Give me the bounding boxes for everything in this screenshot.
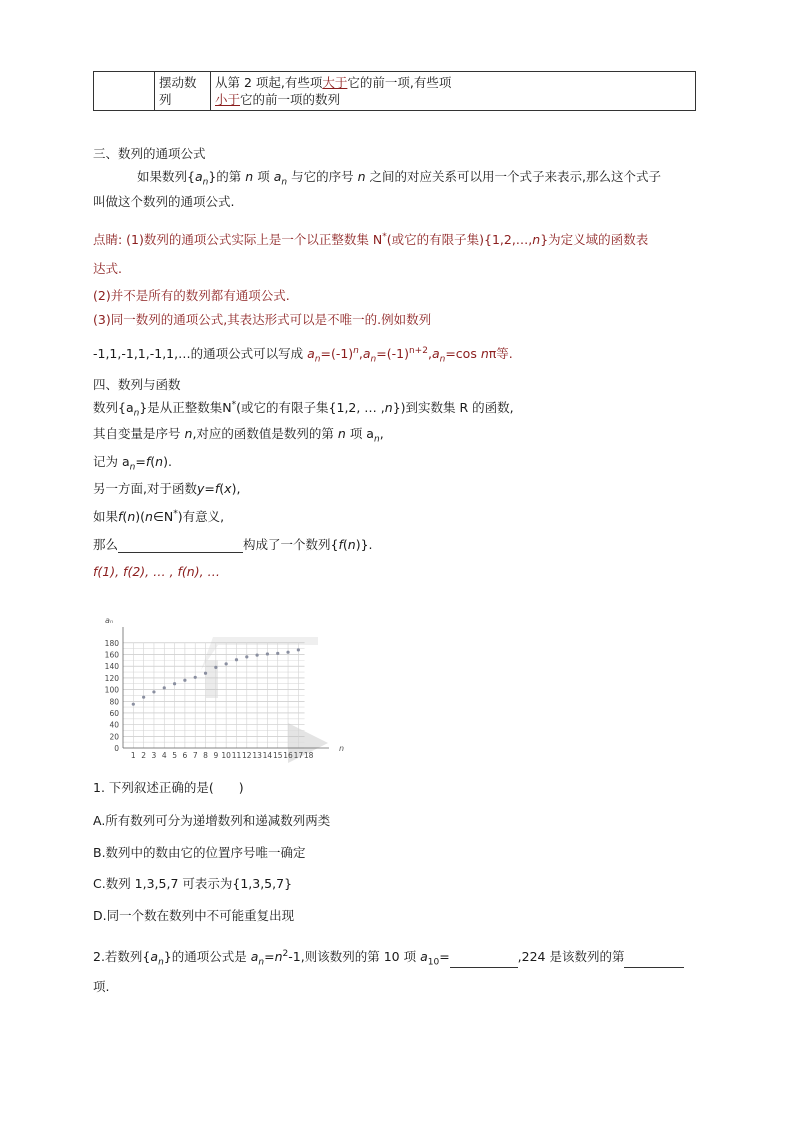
s4l3-d: ). bbox=[163, 454, 172, 469]
s4l2-n2: n bbox=[337, 426, 346, 441]
q1-stem: 1. 下列叙述正确的是( ) bbox=[93, 780, 244, 795]
x-tick-label: 3 bbox=[151, 751, 157, 760]
label-line1: 摆动数 bbox=[159, 75, 197, 90]
q2-sub10: 10 bbox=[427, 957, 440, 968]
data-point bbox=[132, 703, 135, 706]
data-point bbox=[225, 662, 228, 665]
data-point bbox=[276, 652, 279, 655]
q2-sub2: n bbox=[258, 957, 265, 968]
q2-b: }的通项公式是 bbox=[163, 949, 247, 964]
s4l2-d: , bbox=[379, 426, 384, 441]
x-tick-label: 15 bbox=[272, 751, 283, 760]
s4l5-b: ( bbox=[122, 509, 128, 524]
chart-y-axis-label: aₙ bbox=[105, 616, 114, 625]
x-tick-label: 9 bbox=[213, 751, 219, 760]
section4-line4: 另一方面,对于函数y=f(x), bbox=[93, 481, 241, 496]
s4l6-n: n bbox=[347, 537, 356, 552]
chart-x-axis-label: n bbox=[339, 744, 345, 753]
s4l4-b: = bbox=[204, 481, 215, 496]
chart-grid bbox=[123, 643, 305, 748]
s4l3-a: 记为 a bbox=[93, 454, 130, 469]
x-tick-label: 17 bbox=[293, 751, 304, 760]
section4-answer: f(1), f(2), … , f(n), … bbox=[93, 564, 221, 579]
data-point bbox=[173, 682, 176, 685]
q2-line2: 项. bbox=[93, 979, 110, 994]
x-tick-label: 18 bbox=[303, 751, 314, 760]
section4-line3: 记为 $a_n=f(n)$. bbox=[93, 454, 172, 473]
def-bigger: 大于 bbox=[322, 75, 348, 90]
q2-blank1[interactable] bbox=[450, 952, 518, 968]
x-tick-label: 13 bbox=[252, 751, 262, 760]
s4l6-c: ( bbox=[342, 537, 348, 552]
y-tick-label: 40 bbox=[109, 720, 119, 730]
note4-sub1: n bbox=[314, 354, 321, 365]
q2-d: -1,则该数列的第 10 项 bbox=[288, 949, 417, 964]
note1-line bbox=[93, 230, 648, 248]
s4l5-n2: n bbox=[145, 509, 153, 524]
p1-sub2: n bbox=[281, 177, 288, 188]
x-tick-label: 14 bbox=[262, 751, 273, 760]
note4-f2: =(-1) bbox=[376, 346, 409, 361]
s4l1-sub: n bbox=[133, 408, 140, 419]
data-point bbox=[183, 679, 186, 682]
section4-line2 bbox=[93, 424, 384, 445]
data-point bbox=[194, 676, 197, 679]
q2-sq: 2 bbox=[282, 948, 289, 959]
x-tick-label: 10 bbox=[221, 751, 231, 760]
y-tick-label: 0 bbox=[114, 744, 119, 753]
note4-an2: a bbox=[362, 346, 371, 361]
s4l4-a: 另一方面,对于函数 bbox=[93, 481, 197, 496]
q1-option-c[interactable]: C.数列 1,3,5,7 可表示为{1,3,5,7} bbox=[93, 876, 293, 891]
note4-line: -1,1,-1,1,-1,1,…的通项公式可以写成 $a_n=(-1)^n,a_n=(-1)^{n+2},a_n=\cos$ nπ等. bbox=[93, 345, 513, 365]
q2-sub1: n bbox=[158, 957, 164, 968]
s4l4-c: ( bbox=[219, 481, 225, 496]
note4-an3: a bbox=[431, 346, 440, 361]
s4l1-n: n bbox=[384, 400, 393, 415]
x-tick-label: 12 bbox=[242, 751, 252, 760]
note4-f3: =cos bbox=[445, 346, 477, 361]
s4l5-star: * bbox=[173, 508, 178, 519]
x-tick-label: 2 bbox=[141, 751, 147, 760]
note4-end: 等. bbox=[496, 346, 513, 361]
y-tick-label: 140 bbox=[104, 662, 119, 672]
q2-an2: a bbox=[250, 949, 259, 964]
s4l2-b: ,对应的函数值是数列的第 bbox=[192, 426, 334, 441]
s4l1-b: }是从正整数集N bbox=[139, 400, 232, 415]
note4-sub3: n bbox=[439, 354, 446, 365]
s4l4-d: ), bbox=[231, 481, 241, 496]
q1-option-d[interactable]: D.同一个数在数列中不可能重复出现 bbox=[93, 908, 295, 923]
data-point bbox=[152, 690, 155, 693]
s4l1-d: })到实数集 R 的函数, bbox=[392, 400, 514, 415]
data-point bbox=[214, 666, 217, 669]
sequence-scatter-chart bbox=[93, 615, 353, 765]
q1-option-b[interactable]: B.数列中的数由它的位置序号唯一确定 bbox=[93, 845, 306, 860]
q2-n: n bbox=[274, 949, 283, 964]
x-tick-label: 4 bbox=[161, 751, 167, 760]
note4-exp2: n+2 bbox=[408, 345, 428, 356]
p1-an2: a bbox=[273, 169, 282, 184]
s4l6-a: 那么 bbox=[93, 537, 119, 552]
y-tick-label: 100 bbox=[104, 685, 119, 695]
note4-f1: =(-1) bbox=[320, 346, 354, 361]
chart-y-tick-labels bbox=[105, 639, 120, 753]
s4l2-sub: n bbox=[373, 434, 380, 445]
p1-d: 与它的序号 bbox=[291, 169, 354, 184]
q2-an3: a bbox=[420, 949, 428, 964]
q2-an1: a bbox=[150, 949, 159, 964]
x-tick-label: 8 bbox=[203, 751, 208, 760]
p1-b: }的第 bbox=[208, 169, 242, 184]
y-tick-label: 180 bbox=[104, 638, 119, 648]
table-label-cell bbox=[155, 72, 211, 111]
data-point bbox=[266, 652, 269, 655]
y-tick-label: 120 bbox=[104, 673, 119, 683]
s4l3-n: n bbox=[155, 454, 164, 469]
chart-x-tick-labels bbox=[131, 751, 314, 760]
note1-c: }为定义域的函数表 bbox=[540, 232, 649, 247]
fill-blank[interactable] bbox=[118, 537, 243, 553]
s4l5-d: ∈N bbox=[152, 509, 174, 524]
p1-c: 项 bbox=[257, 169, 270, 184]
x-tick-label: 11 bbox=[231, 751, 242, 760]
s4l5-c: )( bbox=[135, 509, 146, 524]
label-line2: 列 bbox=[159, 92, 172, 107]
y-tick-label: 60 bbox=[109, 708, 119, 718]
data-point bbox=[297, 648, 300, 651]
p1-a: 如果数列{ bbox=[137, 169, 195, 184]
y-tick-label: 160 bbox=[104, 650, 119, 660]
data-point bbox=[142, 696, 145, 699]
s4l6-d: )}. bbox=[355, 537, 373, 552]
s4l5-n1: n bbox=[127, 509, 136, 524]
q1-option-a[interactable]: A.所有数列可分为递增数列和递减数列两类 bbox=[93, 813, 331, 828]
section4-line6: 那么 构成了一个数列{f(n)}. bbox=[93, 537, 373, 552]
x-tick-label: 5 bbox=[172, 751, 177, 760]
note1-N: N bbox=[372, 232, 383, 247]
sequence-type-table bbox=[93, 71, 696, 111]
table-definition-cell bbox=[211, 72, 696, 111]
x-tick-label: 16 bbox=[283, 751, 293, 760]
data-point bbox=[245, 655, 248, 658]
q2-c: = bbox=[264, 949, 275, 964]
note3: (3)同一数列的通项公式,其表达形式可以是不唯一的.例如数列 bbox=[93, 312, 432, 327]
note2: (2)并不是所有的数列都有通项公式. bbox=[93, 288, 290, 303]
p1-n: n bbox=[245, 169, 254, 184]
s4l2-c: 项 a bbox=[349, 426, 374, 441]
p1-an: a bbox=[194, 169, 203, 184]
q2-e: = bbox=[439, 949, 450, 964]
note4-an1: a bbox=[307, 346, 315, 361]
p1-n2: n bbox=[357, 169, 366, 184]
s4l3-c: ( bbox=[150, 454, 156, 469]
def-part3: 它的前一项的数列 bbox=[240, 92, 341, 107]
data-point bbox=[286, 651, 289, 654]
data-point bbox=[163, 686, 166, 689]
note1-n: n bbox=[532, 232, 541, 247]
s4l1-star: * bbox=[231, 399, 237, 410]
note1-a: 点睛: (1)数列的通项公式实际上是一个以正整数集 bbox=[93, 232, 369, 247]
def-smaller: 小于 bbox=[215, 92, 241, 107]
q2-a: 2.若数列{ bbox=[93, 949, 151, 964]
note1-cont: 达式. bbox=[93, 261, 122, 276]
data-point bbox=[204, 672, 207, 675]
note4-exp1: n bbox=[353, 345, 359, 356]
p1-sub: n bbox=[202, 177, 209, 188]
q2-f: ,224 是该数列的第 bbox=[517, 949, 625, 964]
s4l2-n1: n bbox=[184, 426, 193, 441]
s4l3-b: = bbox=[135, 454, 146, 469]
note4-pi: π bbox=[488, 346, 497, 361]
note4-a: -1,1,-1,1,-1,1,…的通项公式可以写成 bbox=[93, 346, 304, 361]
section3-para-line1 bbox=[137, 167, 661, 188]
section3-heading: 三、数列的通项公式 bbox=[93, 146, 206, 161]
y-tick-label: 20 bbox=[109, 732, 119, 742]
x-tick-label: 7 bbox=[192, 751, 198, 760]
section3-para-line2: 叫做这个数列的通项公式. bbox=[93, 194, 235, 209]
q2-blank2[interactable] bbox=[624, 952, 684, 968]
note1-star: * bbox=[382, 231, 387, 242]
s4l3-sub: n bbox=[129, 462, 136, 473]
s4l1-c: (或它的有限子集{1,2, … , bbox=[236, 400, 385, 415]
chart-watermark bbox=[201, 637, 328, 763]
section4-line1 bbox=[93, 398, 514, 419]
section4-heading: 四、数列与函数 bbox=[93, 377, 181, 392]
note4-n: n bbox=[480, 346, 489, 361]
section4-line5: 如果f(n)(n∈N*)有意义, bbox=[93, 508, 225, 524]
x-tick-label: 1 bbox=[130, 751, 136, 760]
x-tick-label: 6 bbox=[182, 751, 188, 760]
def-part1: 从第 2 项起,有些项 bbox=[215, 75, 323, 90]
table-empty-cell bbox=[94, 72, 155, 111]
s4l1-a: 数列{a bbox=[93, 400, 134, 415]
data-point bbox=[256, 654, 259, 657]
data-point bbox=[235, 658, 238, 661]
y-tick-label: 80 bbox=[109, 697, 119, 707]
s4l5-e: )有意义, bbox=[177, 509, 225, 524]
note4-sub2: n bbox=[370, 354, 377, 365]
q2-line bbox=[93, 947, 684, 968]
p1-e: 之间的对应关系可以用一个式子来表示,那么这个式子 bbox=[369, 169, 661, 184]
def-part2: 它的前一项,有些项 bbox=[347, 75, 452, 90]
note1-b: (或它的有限子集){1,2,…, bbox=[386, 232, 533, 247]
s4l6-b: 构成了一个数列{ bbox=[243, 537, 339, 552]
s4l5-a: 如果 bbox=[93, 509, 119, 524]
s4l2-a: 其自变量是序号 bbox=[93, 426, 181, 441]
